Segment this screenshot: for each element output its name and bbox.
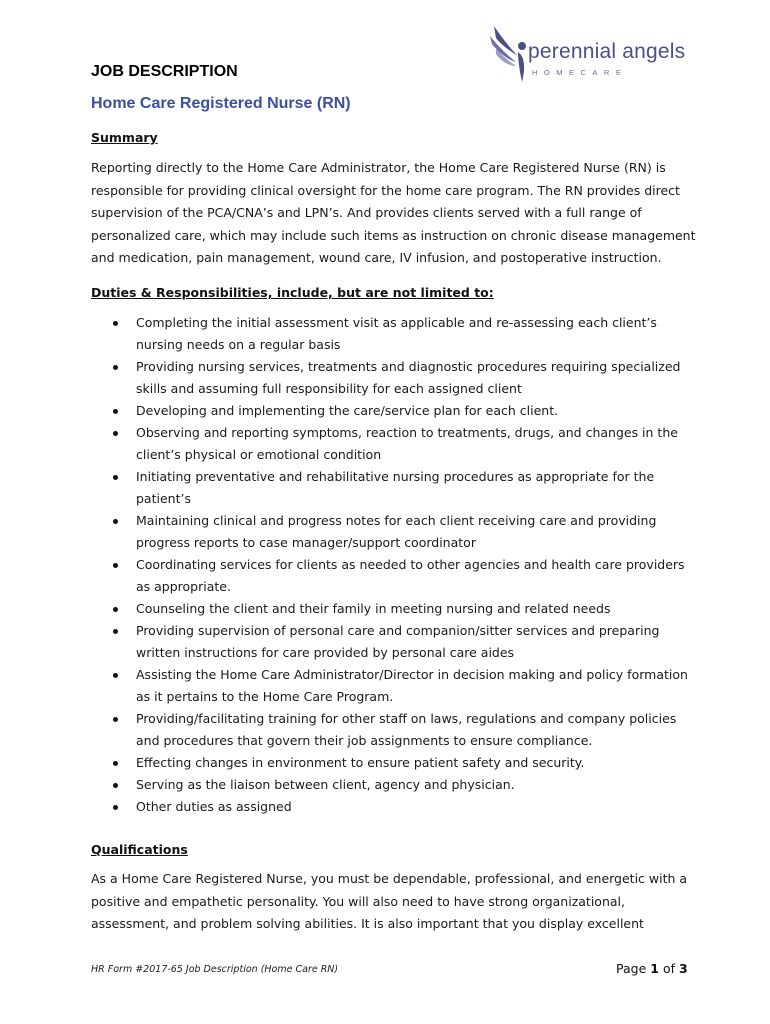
duties-list xyxy=(91,312,691,818)
bullet-icon xyxy=(113,321,118,326)
list-item-line: Assisting the Home Care Administrator/Director in decision making and policy formation xyxy=(136,667,688,682)
logo-name: perennial angels xyxy=(528,40,686,63)
list-item-line: Initiating preventative and rehabilitative nursing procedures as appropriate for the xyxy=(136,469,655,484)
bullet-icon xyxy=(113,365,118,370)
company-logo xyxy=(488,22,698,86)
list-item-line: nursing needs on a regular basis xyxy=(136,337,341,352)
list-item-line: and procedures that govern their job assignments to ensure compliance. xyxy=(136,733,593,748)
list-item-line: Developing and implementing the care/service plan for each client. xyxy=(136,403,559,418)
bullet-icon xyxy=(113,519,118,524)
of-word: of xyxy=(662,961,675,976)
list-item xyxy=(91,312,691,356)
form-reference xyxy=(91,964,338,975)
job-title: Home Care Registered Nurse (RN) xyxy=(91,95,351,112)
qualifications-paragraph xyxy=(91,868,687,936)
qualifications-line: assessment, and problem solving abilities. It is also important that you display excellent xyxy=(91,916,644,931)
list-item xyxy=(91,796,691,818)
list-item-line: Providing supervision of personal care and companion/sitter services and preparing xyxy=(136,623,660,638)
list-item-line: Providing/facilitating training for other staff on laws, regulations and company policies xyxy=(136,711,677,726)
logo-subtext: HOMECARE xyxy=(532,68,628,77)
bullet-icon xyxy=(113,629,118,634)
summary-heading: Summary xyxy=(91,130,158,145)
list-item-line: patient’s xyxy=(136,491,191,506)
current-page: 1 xyxy=(650,961,659,976)
summary-line: Reporting directly to the Home Care Administrator, the Home Care Registered Nurse (RN) is xyxy=(91,160,666,175)
list-item-line: Serving as the liaison between client, agency and physician. xyxy=(136,777,515,792)
qualifications-heading: Qualifications xyxy=(91,842,188,857)
list-item xyxy=(91,708,691,752)
list-item-line: written instructions for care provided by personal care aides xyxy=(136,645,515,660)
summary-line: supervision of the PCA/CNA’s and LPN’s. And provides clients served with a full range of xyxy=(91,205,642,220)
bullet-icon xyxy=(113,607,118,612)
form-id: HR Form #2017-65 Job Description xyxy=(91,964,258,975)
bullet-icon xyxy=(113,805,118,810)
bullet-icon xyxy=(113,409,118,414)
list-item xyxy=(91,620,691,664)
list-item xyxy=(91,774,691,796)
list-item xyxy=(91,664,691,708)
list-item xyxy=(91,422,691,466)
list-item xyxy=(91,554,691,598)
qualifications-line: As a Home Care Registered Nurse, you must be dependable, professional, and energetic with a xyxy=(91,871,688,886)
list-item xyxy=(91,510,691,554)
bullet-icon xyxy=(113,431,118,436)
bullet-icon xyxy=(113,717,118,722)
list-item xyxy=(91,752,691,774)
bullet-icon xyxy=(113,783,118,788)
summary-line: responsible for providing clinical oversight for the home care program. The RN provides direct xyxy=(91,182,680,198)
list-item-line: Providing nursing services, treatments and diagnostic procedures requiring specialized xyxy=(136,359,681,374)
list-item-line: client’s physical or emotional condition xyxy=(136,447,382,462)
page-word: Page xyxy=(616,961,647,976)
bullet-icon xyxy=(113,673,118,678)
bullet-icon xyxy=(113,563,118,568)
list-item-line: Other duties as assigned xyxy=(136,799,292,814)
form-role: (Home Care RN) xyxy=(260,964,339,975)
bullet-icon xyxy=(113,475,118,480)
summary-line: and medication, pain management, wound care, IV infusion, and postoperative instruction. xyxy=(91,250,662,265)
total-pages: 3 xyxy=(678,961,688,976)
list-item-line: Coordinating services for clients as needed to other agencies and health care providers xyxy=(136,557,685,572)
list-item xyxy=(91,598,691,620)
list-item xyxy=(91,356,691,400)
document-title: JOB DESCRIPTION xyxy=(91,63,238,80)
list-item-line: Maintaining clinical and progress notes for each client receiving care and providing xyxy=(136,513,657,528)
list-item xyxy=(91,400,691,422)
list-item-line: Completing the initial assessment visit as applicable and re-assessing each client’s xyxy=(136,315,657,330)
summary-paragraph xyxy=(91,157,696,270)
list-item-line: Effecting changes in environment to ensure patient safety and security. xyxy=(136,755,585,770)
list-item-line: as it pertains to the Home Care Program. xyxy=(136,689,394,704)
list-item-line: progress reports to case manager/support coordinator xyxy=(136,535,476,550)
list-item-line: as appropriate. xyxy=(136,579,231,594)
list-item xyxy=(91,466,691,510)
list-item-line: Observing and reporting symptoms, reaction to treatments, drugs, and changes in the xyxy=(136,425,678,440)
duties-heading: Duties & Responsibilities, include, but are not limited to: xyxy=(91,285,494,300)
summary-line: personalized care, which may include such items as instruction on chronic disease management xyxy=(91,227,696,243)
angel-wing-icon xyxy=(488,22,532,86)
page-number xyxy=(616,961,688,976)
list-item-line: skills and assuming full responsibility for each assigned client xyxy=(136,381,522,396)
list-item-line: Counseling the client and their family in meeting nursing and related needs xyxy=(136,601,611,616)
bullet-icon xyxy=(113,761,118,766)
qualifications-line: positive and empathetic personality. You will also need to have strong organizational, xyxy=(91,893,625,909)
